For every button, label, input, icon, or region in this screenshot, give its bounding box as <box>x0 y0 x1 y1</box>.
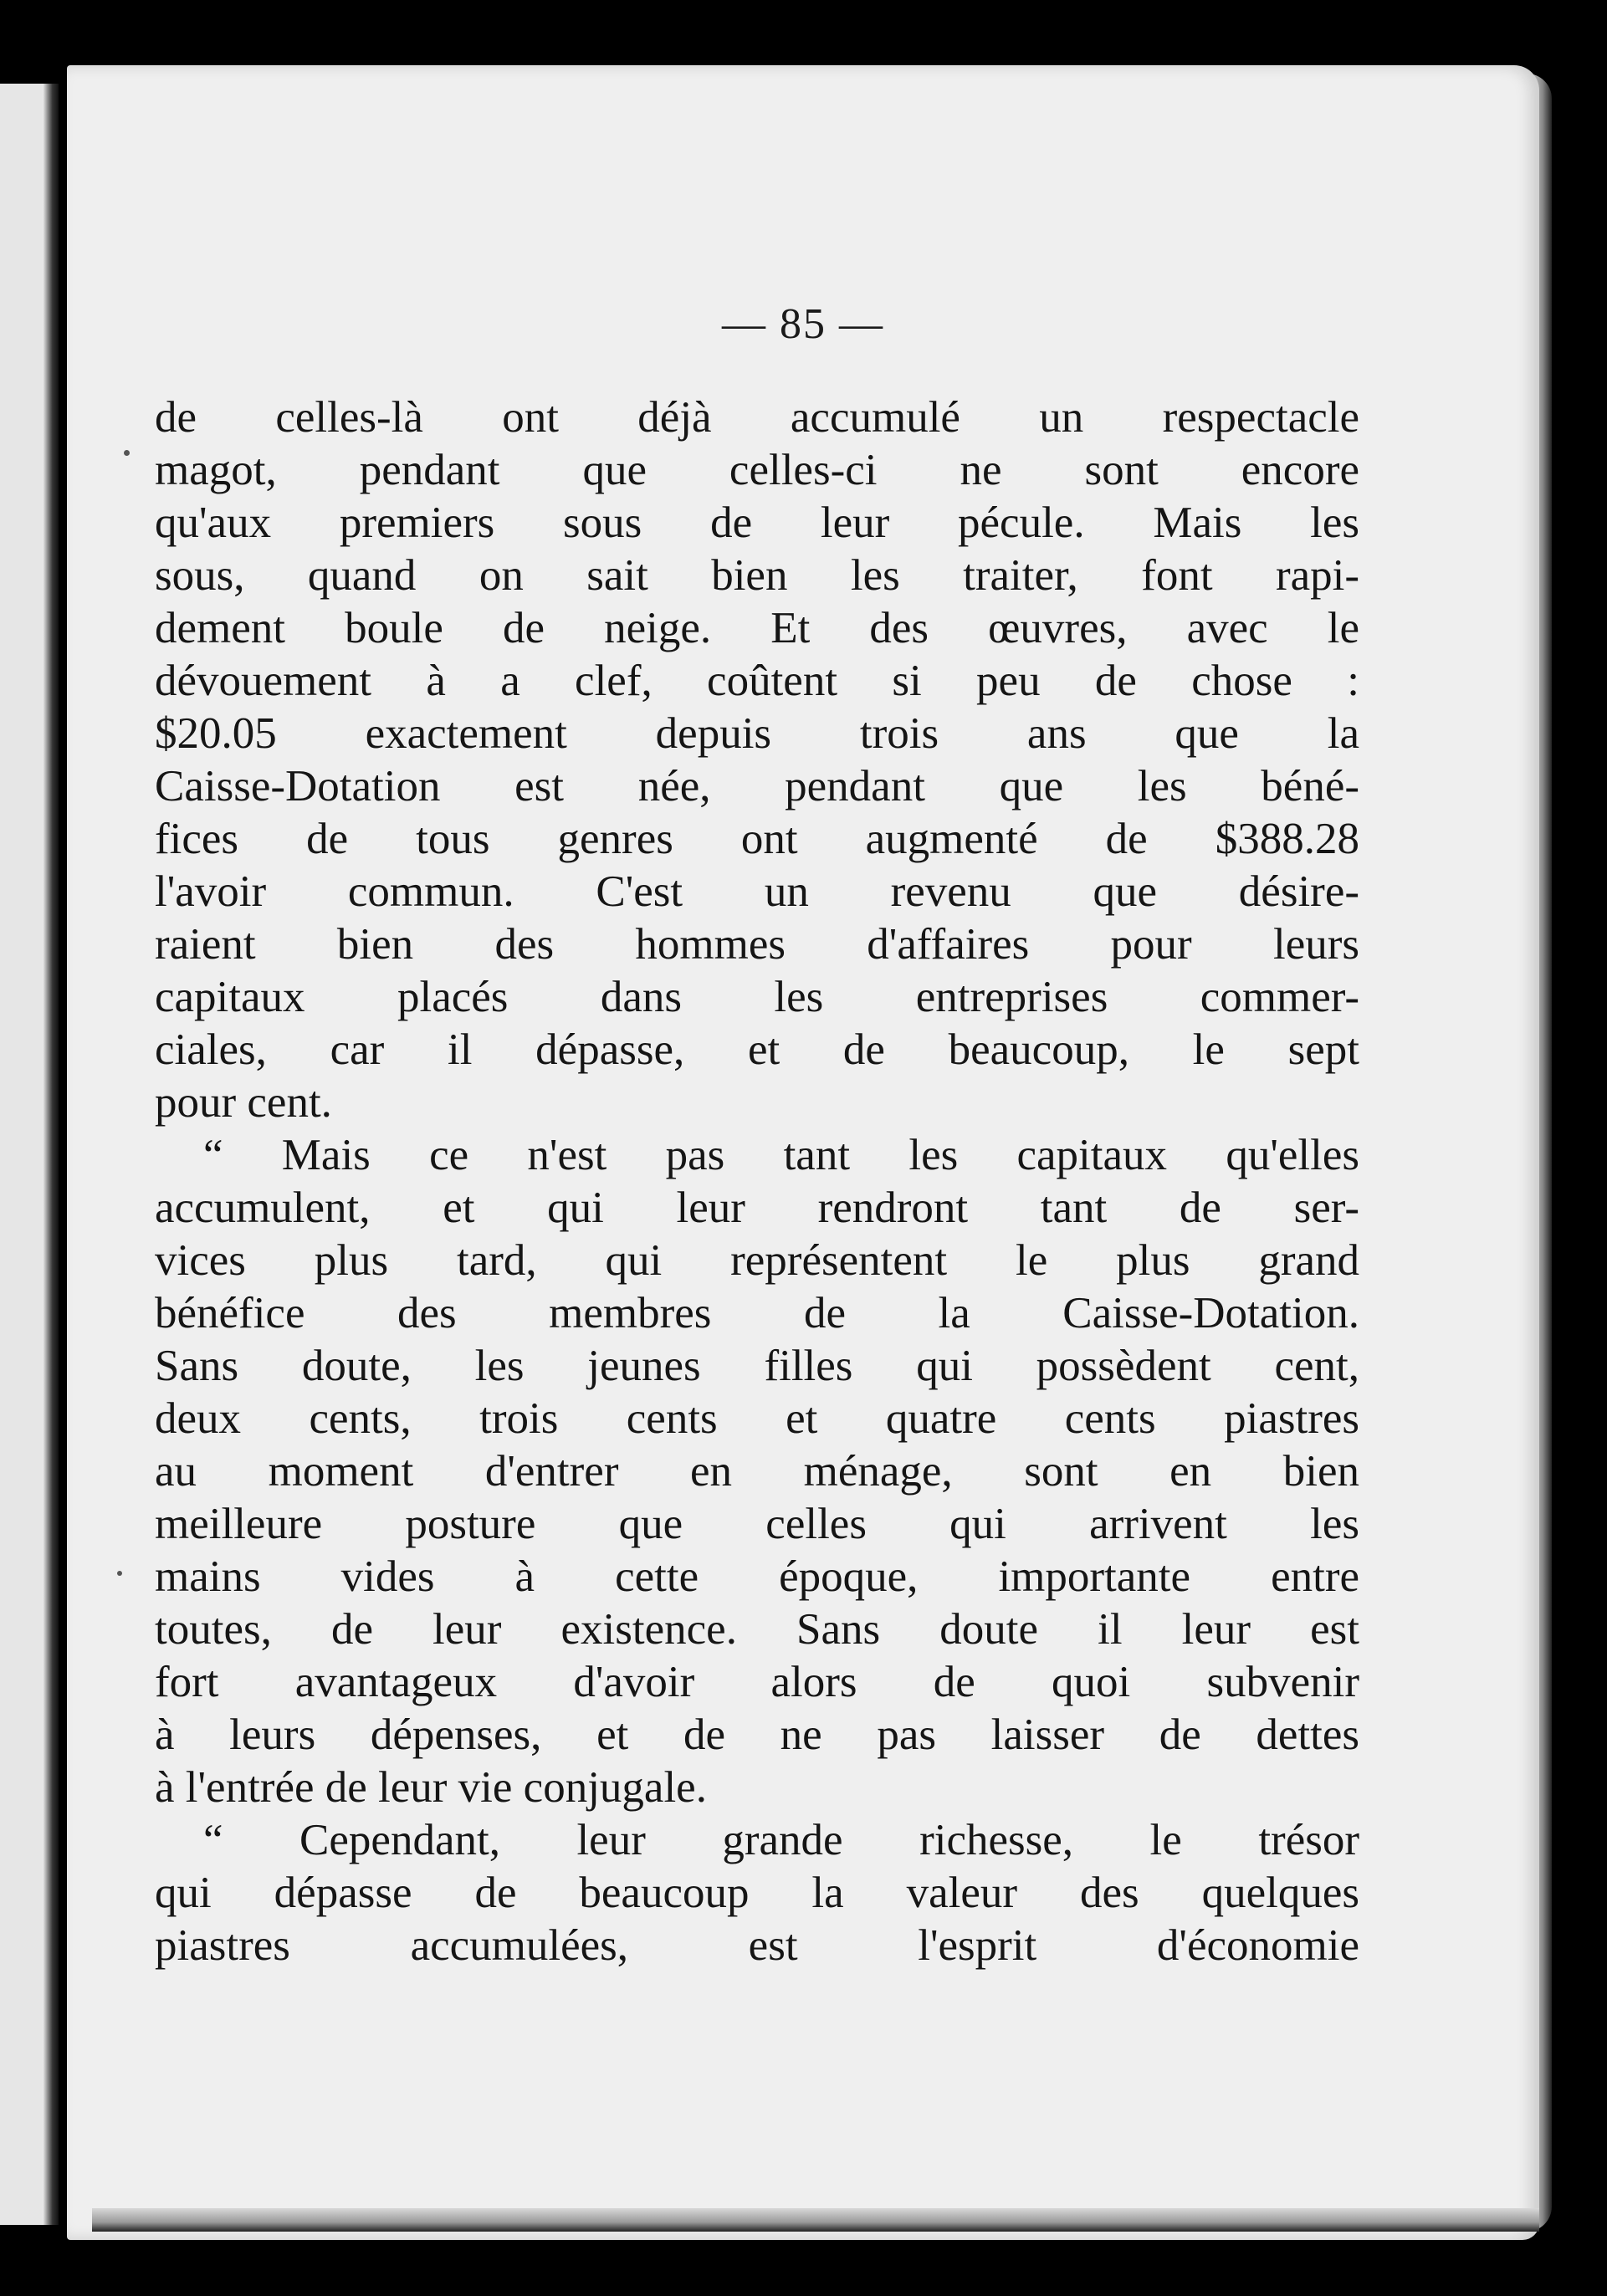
text-line: vices plus tard, qui représentent le plus grand <box>155 1236 1359 1285</box>
text-line: dévouement à a clef, coûtent si peu de chose : <box>155 657 1359 705</box>
text-line: mains vides à cette époque, importante entre <box>155 1552 1359 1601</box>
text-line: $20.05 exactement depuis trois ans que la <box>155 709 1359 758</box>
text-line: “ Cependant, leur grande richesse, le trésor <box>203 1816 1359 1864</box>
text-line: qui dépasse de beaucoup la valeur des quelques <box>155 1869 1359 1917</box>
text-line: toutes, de leur existence. Sans doute il leur est <box>155 1605 1359 1654</box>
text-line: l'avoir commun. C'est un revenu que désire- <box>155 867 1359 916</box>
text-line: bénéfice des membres de la Caisse-Dotation. <box>155 1289 1359 1337</box>
text-line: pour cent. <box>155 1078 332 1127</box>
text-line: “ Mais ce n'est pas tant les capitaux qu'elles <box>203 1131 1359 1179</box>
text-line: accumulent, et qui leur rendront tant de ser- <box>155 1184 1359 1232</box>
text-line: fices de tous genres ont augmenté de $388.28 <box>155 815 1359 863</box>
text-line: meilleure posture que celles qui arrivent les <box>155 1500 1359 1548</box>
scan-speck <box>124 450 130 456</box>
page-number: — 85 — <box>722 300 884 348</box>
text-line: ciales, car il dépasse, et de beaucoup, le sept <box>155 1025 1359 1074</box>
text-line: raient bien des hommes d'affaires pour leurs <box>155 920 1359 969</box>
text-line: deux cents, trois cents et quatre cents piastres <box>155 1394 1359 1443</box>
text-line: qu'aux premiers sous de leur pécule. Mais les <box>155 499 1359 547</box>
text-line: Sans doute, les jeunes filles qui possèdent cent, <box>155 1342 1359 1390</box>
text-line: piastres accumulées, est l'esprit d'économie <box>155 1921 1359 1970</box>
text-line: sous, quand on sait bien les traiter, font rapi- <box>155 551 1359 600</box>
text-line: Caisse-Dotation est née, pendant que les béné- <box>155 762 1359 811</box>
text-line: à l'entrée de leur vie conjugale. <box>155 1763 707 1812</box>
text-line: magot, pendant que celles-ci ne sont encore <box>155 446 1359 494</box>
book-page <box>67 65 1539 2240</box>
text-line: capitaux placés dans les entreprises commer- <box>155 973 1359 1021</box>
scan-speck <box>117 1571 122 1576</box>
text-line: au moment d'entrer en ménage, sont en bien <box>155 1447 1359 1496</box>
text-line: dement boule de neige. Et des œuvres, avec le <box>155 604 1359 652</box>
book-gutter <box>44 84 59 2225</box>
text-line: fort avantageux d'avoir alors de quoi subvenir <box>155 1658 1359 1706</box>
text-line: à leurs dépenses, et de ne pas laisser de dettes <box>155 1710 1359 1759</box>
text-line: de celles-là ont déjà accumulé un respectacle <box>155 393 1359 442</box>
bottom-page-edge <box>92 2208 1539 2232</box>
body-text <box>155 391 1359 1972</box>
